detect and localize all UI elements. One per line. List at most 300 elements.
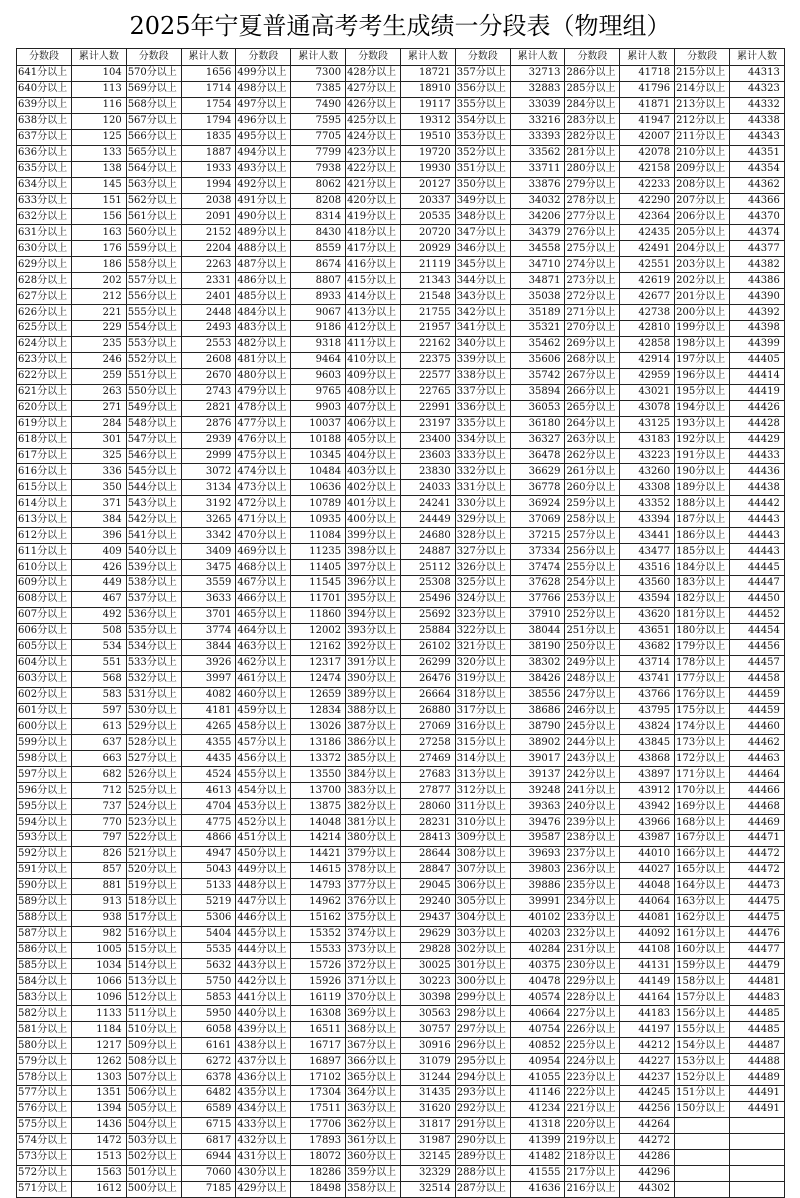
score-segment-cell: 612分以上 xyxy=(17,528,72,544)
cumulative-count-cell: 44386 xyxy=(730,273,785,289)
cumulative-count-cell: 1351 xyxy=(72,1086,127,1102)
cumulative-count-cell: 125 xyxy=(72,129,127,145)
column-header-score-segment: 分数段 xyxy=(565,49,620,66)
cumulative-count-cell: 10345 xyxy=(291,448,346,464)
score-segment-cell: 295分以上 xyxy=(455,1054,510,1070)
score-segment-cell: 505分以上 xyxy=(126,1101,181,1117)
cumulative-count-cell: 5750 xyxy=(181,974,236,990)
score-segment-cell: 237分以上 xyxy=(565,846,620,862)
score-segment-cell: 308分以上 xyxy=(455,846,510,862)
score-segment-cell: 406分以上 xyxy=(346,416,401,432)
cumulative-count-cell: 163 xyxy=(72,225,127,241)
table-row xyxy=(17,799,785,815)
table-row xyxy=(17,1054,785,1070)
score-segment-cell: 259分以上 xyxy=(565,496,620,512)
table-row xyxy=(17,655,785,671)
score-segment-cell: 546分以上 xyxy=(126,448,181,464)
table-row xyxy=(17,560,785,576)
cumulative-count-cell: 37334 xyxy=(510,544,565,560)
cumulative-count-cell: 44081 xyxy=(620,910,675,926)
cumulative-count-cell: 2401 xyxy=(181,289,236,305)
cumulative-count-cell: 23830 xyxy=(401,464,456,480)
score-segment-cell: 246分以上 xyxy=(565,703,620,719)
score-segment-cell: 511分以上 xyxy=(126,1006,181,1022)
score-segment-cell: 558分以上 xyxy=(126,257,181,273)
score-segment-cell: 634分以上 xyxy=(17,177,72,193)
score-segment-cell: 232分以上 xyxy=(565,926,620,942)
score-segment-cell: 443分以上 xyxy=(236,958,291,974)
score-segment-cell: 437分以上 xyxy=(236,1054,291,1070)
cumulative-count-cell: 1436 xyxy=(72,1117,127,1133)
cumulative-count-cell: 43868 xyxy=(620,751,675,767)
cumulative-count-cell: 42551 xyxy=(620,257,675,273)
cumulative-count-cell: 25112 xyxy=(401,560,456,576)
cumulative-count-cell: 1217 xyxy=(72,1038,127,1054)
score-segment-cell: 364分以上 xyxy=(346,1086,401,1102)
score-segment-cell: 594分以上 xyxy=(17,815,72,831)
score-segment-cell: 400分以上 xyxy=(346,512,401,528)
cumulative-count-cell: 44483 xyxy=(730,990,785,1006)
cumulative-count-cell: 7705 xyxy=(291,129,346,145)
cumulative-count-cell: 11860 xyxy=(291,607,346,623)
cumulative-count-cell: 25692 xyxy=(401,607,456,623)
score-segment-cell: 267分以上 xyxy=(565,368,620,384)
score-segment-cell: 398分以上 xyxy=(346,544,401,560)
score-segment-cell: 292分以上 xyxy=(455,1101,510,1117)
cumulative-count-cell: 9903 xyxy=(291,400,346,416)
cumulative-count-cell: 39991 xyxy=(510,894,565,910)
cumulative-count-cell: 613 xyxy=(72,719,127,735)
score-segment-cell: 522分以上 xyxy=(126,831,181,847)
score-segment-cell: 198分以上 xyxy=(675,336,730,352)
cumulative-count-cell: 4947 xyxy=(181,846,236,862)
cumulative-count-cell: 44472 xyxy=(730,862,785,878)
score-segment-cell: 461分以上 xyxy=(236,671,291,687)
score-segment-cell: 436分以上 xyxy=(236,1070,291,1086)
cumulative-count-cell: 43942 xyxy=(620,799,675,815)
score-segment-cell: 233分以上 xyxy=(565,910,620,926)
cumulative-count-cell: 41718 xyxy=(620,66,675,82)
cumulative-count-cell xyxy=(730,1165,785,1181)
cumulative-count-cell: 43845 xyxy=(620,735,675,751)
score-segment-cell: 160分以上 xyxy=(675,942,730,958)
cumulative-count-cell: 31817 xyxy=(401,1117,456,1133)
score-segment-cell: 589分以上 xyxy=(17,894,72,910)
column-header-cumulative-count: 累计人数 xyxy=(72,49,127,66)
score-segment-cell: 310分以上 xyxy=(455,815,510,831)
score-segment-cell: 404分以上 xyxy=(346,448,401,464)
cumulative-count-cell: 43441 xyxy=(620,528,675,544)
cumulative-count-cell: 23197 xyxy=(401,416,456,432)
table-row xyxy=(17,464,785,480)
cumulative-count-cell: 44149 xyxy=(620,974,675,990)
cumulative-count-cell: 284 xyxy=(72,416,127,432)
score-segment-cell: 547分以上 xyxy=(126,432,181,448)
cumulative-count-cell: 44459 xyxy=(730,703,785,719)
score-segment-cell: 192分以上 xyxy=(675,432,730,448)
cumulative-count-cell: 2876 xyxy=(181,416,236,432)
score-segment-cell: 551分以上 xyxy=(126,368,181,384)
score-segment-cell: 225分以上 xyxy=(565,1038,620,1054)
cumulative-count-cell: 35742 xyxy=(510,368,565,384)
table-row xyxy=(17,161,785,177)
score-segment-cell: 492分以上 xyxy=(236,177,291,193)
cumulative-count-cell: 37766 xyxy=(510,591,565,607)
cumulative-count-cell: 44443 xyxy=(730,512,785,528)
score-segment-cell: 241分以上 xyxy=(565,783,620,799)
score-segment-cell: 442分以上 xyxy=(236,974,291,990)
cumulative-count-cell: 336 xyxy=(72,464,127,480)
cumulative-count-cell: 44472 xyxy=(730,846,785,862)
score-segment-cell: 440分以上 xyxy=(236,1006,291,1022)
score-segment-cell: 516分以上 xyxy=(126,926,181,942)
score-segment-cell: 183分以上 xyxy=(675,576,730,592)
score-segment-cell: 622分以上 xyxy=(17,368,72,384)
score-segment-cell: 378分以上 xyxy=(346,862,401,878)
cumulative-count-cell: 1066 xyxy=(72,974,127,990)
cumulative-count-cell: 29045 xyxy=(401,878,456,894)
cumulative-count-cell: 534 xyxy=(72,639,127,655)
table-row xyxy=(17,576,785,592)
score-segment-cell: 239分以上 xyxy=(565,815,620,831)
cumulative-count-cell: 38686 xyxy=(510,703,565,719)
cumulative-count-cell: 982 xyxy=(72,926,127,942)
score-segment-cell: 204分以上 xyxy=(675,241,730,257)
cumulative-count-cell: 1794 xyxy=(181,113,236,129)
column-header-cumulative-count: 累计人数 xyxy=(181,49,236,66)
cumulative-count-cell: 44197 xyxy=(620,1022,675,1038)
cumulative-count-cell: 33562 xyxy=(510,145,565,161)
cumulative-count-cell: 44476 xyxy=(730,926,785,942)
score-segment-cell: 488分以上 xyxy=(236,241,291,257)
table-row xyxy=(17,257,785,273)
score-segment-cell: 625分以上 xyxy=(17,321,72,337)
score-segment-cell: 301分以上 xyxy=(455,958,510,974)
cumulative-count-cell: 2939 xyxy=(181,432,236,448)
cumulative-count-cell: 36327 xyxy=(510,432,565,448)
score-segment-cell: 423分以上 xyxy=(346,145,401,161)
cumulative-count-cell: 35189 xyxy=(510,305,565,321)
cumulative-count-cell: 43394 xyxy=(620,512,675,528)
cumulative-count-cell: 21548 xyxy=(401,289,456,305)
cumulative-count-cell: 11701 xyxy=(291,591,346,607)
cumulative-count-cell: 44468 xyxy=(730,799,785,815)
cumulative-count-cell: 10188 xyxy=(291,432,346,448)
cumulative-count-cell: 38556 xyxy=(510,687,565,703)
score-segment-cell xyxy=(675,1117,730,1133)
score-segment-cell: 639分以上 xyxy=(17,97,72,113)
score-segment-cell: 475分以上 xyxy=(236,448,291,464)
cumulative-count-cell: 5306 xyxy=(181,910,236,926)
score-segment-cell: 230分以上 xyxy=(565,958,620,974)
cumulative-count-cell: 38426 xyxy=(510,671,565,687)
score-segment-cell: 575分以上 xyxy=(17,1117,72,1133)
cumulative-count-cell: 10037 xyxy=(291,416,346,432)
score-segment-cell: 504分以上 xyxy=(126,1117,181,1133)
score-segment-cell: 507分以上 xyxy=(126,1070,181,1086)
score-segment-cell: 631分以上 xyxy=(17,225,72,241)
cumulative-count-cell: 24241 xyxy=(401,496,456,512)
cumulative-count-cell: 202 xyxy=(72,273,127,289)
column-header-score-segment: 分数段 xyxy=(126,49,181,66)
table-row xyxy=(17,1117,785,1133)
cumulative-count-cell: 663 xyxy=(72,751,127,767)
cumulative-count-cell: 39803 xyxy=(510,862,565,878)
score-segment-cell: 150分以上 xyxy=(675,1101,730,1117)
cumulative-count-cell: 7060 xyxy=(181,1165,236,1181)
table-row xyxy=(17,273,785,289)
table-row xyxy=(17,607,785,623)
cumulative-count-cell: 138 xyxy=(72,161,127,177)
score-segment-cell: 469分以上 xyxy=(236,544,291,560)
column-header-cumulative-count: 累计人数 xyxy=(510,49,565,66)
score-segment-cell: 476分以上 xyxy=(236,432,291,448)
table-row xyxy=(17,321,785,337)
cumulative-count-cell: 259 xyxy=(72,368,127,384)
table-row xyxy=(17,1101,785,1117)
score-segment-cell: 446分以上 xyxy=(236,910,291,926)
cumulative-count-cell: 44491 xyxy=(730,1086,785,1102)
score-segment-cell: 456分以上 xyxy=(236,751,291,767)
cumulative-count-cell: 3409 xyxy=(181,544,236,560)
score-segment-cell: 557分以上 xyxy=(126,273,181,289)
cumulative-count-cell: 797 xyxy=(72,831,127,847)
cumulative-count-cell: 37910 xyxy=(510,607,565,623)
cumulative-count-cell: 24887 xyxy=(401,544,456,560)
score-segment-cell: 405分以上 xyxy=(346,432,401,448)
score-segment-cell: 182分以上 xyxy=(675,591,730,607)
cumulative-count-cell: 44487 xyxy=(730,1038,785,1054)
cumulative-count-cell xyxy=(730,1133,785,1149)
cumulative-count-cell: 37069 xyxy=(510,512,565,528)
score-segment-cell: 422分以上 xyxy=(346,161,401,177)
cumulative-count-cell: 31079 xyxy=(401,1054,456,1070)
cumulative-count-cell: 44485 xyxy=(730,1006,785,1022)
score-segment-cell: 584分以上 xyxy=(17,974,72,990)
score-segment-cell: 481分以上 xyxy=(236,352,291,368)
cumulative-count-cell: 4355 xyxy=(181,735,236,751)
cumulative-count-cell: 44064 xyxy=(620,894,675,910)
table-row xyxy=(17,193,785,209)
cumulative-count-cell: 8062 xyxy=(291,177,346,193)
score-segment-cell: 312分以上 xyxy=(455,783,510,799)
score-segment-cell: 427分以上 xyxy=(346,81,401,97)
score-segment-cell: 283分以上 xyxy=(565,113,620,129)
table-row xyxy=(17,878,785,894)
table-row xyxy=(17,735,785,751)
score-segment-cell: 323分以上 xyxy=(455,607,510,623)
score-segment-cell: 327分以上 xyxy=(455,544,510,560)
column-header-score-segment: 分数段 xyxy=(236,49,291,66)
cumulative-count-cell: 29629 xyxy=(401,926,456,942)
score-segment-cell: 435分以上 xyxy=(236,1086,291,1102)
cumulative-count-cell: 43620 xyxy=(620,607,675,623)
score-segment-cell: 203分以上 xyxy=(675,257,730,273)
cumulative-count-cell: 43897 xyxy=(620,767,675,783)
score-segment-cell: 354分以上 xyxy=(455,113,510,129)
table-row xyxy=(17,528,785,544)
score-segment-cell: 550分以上 xyxy=(126,384,181,400)
score-segment-cell: 154分以上 xyxy=(675,1038,730,1054)
cumulative-count-cell: 44286 xyxy=(620,1149,675,1165)
score-segment-cell: 333分以上 xyxy=(455,448,510,464)
cumulative-count-cell: 176 xyxy=(72,241,127,257)
table-row xyxy=(17,368,785,384)
score-segment-cell: 569分以上 xyxy=(126,81,181,97)
cumulative-count-cell: 12834 xyxy=(291,703,346,719)
score-segment-cell: 280分以上 xyxy=(565,161,620,177)
score-segment-cell: 542分以上 xyxy=(126,512,181,528)
score-segment-cell: 403分以上 xyxy=(346,464,401,480)
cumulative-count-cell: 9464 xyxy=(291,352,346,368)
cumulative-count-cell: 449 xyxy=(72,576,127,592)
score-segment-cell: 445分以上 xyxy=(236,926,291,942)
score-segment-cell: 213分以上 xyxy=(675,97,730,113)
score-segment-cell: 376分以上 xyxy=(346,894,401,910)
score-segment-cell: 396分以上 xyxy=(346,576,401,592)
cumulative-count-cell: 4082 xyxy=(181,687,236,703)
score-segment-cell: 317分以上 xyxy=(455,703,510,719)
score-segment-cell: 270分以上 xyxy=(565,321,620,337)
cumulative-count-cell: 44351 xyxy=(730,145,785,161)
score-segment-cell: 549分以上 xyxy=(126,400,181,416)
cumulative-count-cell: 20720 xyxy=(401,225,456,241)
cumulative-count-cell: 44443 xyxy=(730,544,785,560)
score-segment-cell: 315分以上 xyxy=(455,735,510,751)
score-segment-cell: 556分以上 xyxy=(126,289,181,305)
cumulative-count-cell: 32514 xyxy=(401,1181,456,1197)
score-segment-cell: 184分以上 xyxy=(675,560,730,576)
table-row xyxy=(17,623,785,639)
score-segment-cell: 175分以上 xyxy=(675,703,730,719)
cumulative-count-cell: 44438 xyxy=(730,480,785,496)
cumulative-count-cell: 5535 xyxy=(181,942,236,958)
score-segment-cell: 559分以上 xyxy=(126,241,181,257)
cumulative-count-cell: 186 xyxy=(72,257,127,273)
score-segment-cell: 506分以上 xyxy=(126,1086,181,1102)
score-segment-cell: 619分以上 xyxy=(17,416,72,432)
cumulative-count-cell: 14048 xyxy=(291,815,346,831)
cumulative-count-cell: 16511 xyxy=(291,1022,346,1038)
cumulative-count-cell: 7300 xyxy=(291,66,346,82)
cumulative-count-cell: 17706 xyxy=(291,1117,346,1133)
cumulative-count-cell: 25496 xyxy=(401,591,456,607)
score-segment-cell: 372分以上 xyxy=(346,958,401,974)
cumulative-count-cell: 857 xyxy=(72,862,127,878)
cumulative-count-cell: 36629 xyxy=(510,464,565,480)
cumulative-count-cell: 42364 xyxy=(620,209,675,225)
score-segment-cell: 408分以上 xyxy=(346,384,401,400)
cumulative-count-cell: 1096 xyxy=(72,990,127,1006)
score-segment-cell: 444分以上 xyxy=(236,942,291,958)
cumulative-count-cell: 40852 xyxy=(510,1038,565,1054)
score-segment-cell: 421分以上 xyxy=(346,177,401,193)
cumulative-count-cell: 4265 xyxy=(181,719,236,735)
score-segment-cell: 380分以上 xyxy=(346,831,401,847)
cumulative-count-cell: 30223 xyxy=(401,974,456,990)
table-row xyxy=(17,942,785,958)
cumulative-count-cell: 44447 xyxy=(730,576,785,592)
cumulative-count-cell: 44475 xyxy=(730,894,785,910)
cumulative-count-cell: 19510 xyxy=(401,129,456,145)
cumulative-count-cell: 42491 xyxy=(620,241,675,257)
cumulative-count-cell: 2553 xyxy=(181,336,236,352)
cumulative-count-cell: 44237 xyxy=(620,1070,675,1086)
cumulative-count-cell: 44477 xyxy=(730,942,785,958)
cumulative-count-cell: 4435 xyxy=(181,751,236,767)
score-segment-cell: 291分以上 xyxy=(455,1117,510,1133)
score-segment-cell: 533分以上 xyxy=(126,655,181,671)
score-segment-cell: 581分以上 xyxy=(17,1022,72,1038)
cumulative-count-cell: 20337 xyxy=(401,193,456,209)
score-segment-cell: 482分以上 xyxy=(236,336,291,352)
cumulative-count-cell: 44426 xyxy=(730,400,785,416)
cumulative-count-cell: 7185 xyxy=(181,1181,236,1197)
score-segment-cell: 255分以上 xyxy=(565,560,620,576)
score-segment-cell: 447分以上 xyxy=(236,894,291,910)
score-segment-cell: 626分以上 xyxy=(17,305,72,321)
cumulative-count-cell: 8208 xyxy=(291,193,346,209)
score-segment-cell: 223分以上 xyxy=(565,1070,620,1086)
score-segment-cell: 205分以上 xyxy=(675,225,730,241)
score-segment-cell: 340分以上 xyxy=(455,336,510,352)
cumulative-count-cell: 6589 xyxy=(181,1101,236,1117)
score-segment-cell: 231分以上 xyxy=(565,942,620,958)
score-segment-cell: 627分以上 xyxy=(17,289,72,305)
score-segment-cell: 370分以上 xyxy=(346,990,401,1006)
cumulative-count-cell: 17893 xyxy=(291,1133,346,1149)
score-segment-cell: 637分以上 xyxy=(17,129,72,145)
cumulative-count-cell: 19720 xyxy=(401,145,456,161)
cumulative-count-cell: 30757 xyxy=(401,1022,456,1038)
cumulative-count-cell: 44092 xyxy=(620,926,675,942)
score-segment-cell: 289分以上 xyxy=(455,1149,510,1165)
table-row xyxy=(17,336,785,352)
score-segment-cell: 245分以上 xyxy=(565,719,620,735)
cumulative-count-cell: 7938 xyxy=(291,161,346,177)
cumulative-count-cell: 44296 xyxy=(620,1165,675,1181)
cumulative-count-cell: 17304 xyxy=(291,1086,346,1102)
score-segment-cell: 217分以上 xyxy=(565,1165,620,1181)
score-segment-cell: 552分以上 xyxy=(126,352,181,368)
cumulative-count-cell: 19930 xyxy=(401,161,456,177)
cumulative-count-cell xyxy=(730,1181,785,1197)
score-segment-cell: 324分以上 xyxy=(455,591,510,607)
score-segment-cell: 463分以上 xyxy=(236,639,291,655)
score-segment-cell: 457分以上 xyxy=(236,735,291,751)
score-segment-cell: 173分以上 xyxy=(675,735,730,751)
score-segment-cell: 590分以上 xyxy=(17,878,72,894)
score-segment-cell: 371分以上 xyxy=(346,974,401,990)
score-segment-cell: 518分以上 xyxy=(126,894,181,910)
cumulative-count-cell: 27469 xyxy=(401,751,456,767)
score-segment-cell: 165分以上 xyxy=(675,862,730,878)
cumulative-count-cell: 39587 xyxy=(510,831,565,847)
score-segment-cell: 206分以上 xyxy=(675,209,730,225)
cumulative-count-cell: 25308 xyxy=(401,576,456,592)
score-segment-cell: 579分以上 xyxy=(17,1054,72,1070)
score-segment-cell: 411分以上 xyxy=(346,336,401,352)
score-segment-cell: 288分以上 xyxy=(455,1165,510,1181)
cumulative-count-cell: 44382 xyxy=(730,257,785,273)
cumulative-count-cell: 40203 xyxy=(510,926,565,942)
cumulative-count-cell: 18498 xyxy=(291,1181,346,1197)
table-row xyxy=(17,815,785,831)
score-segment-cell: 258分以上 xyxy=(565,512,620,528)
cumulative-count-cell: 116 xyxy=(72,97,127,113)
table-row xyxy=(17,974,785,990)
cumulative-count-cell xyxy=(730,1149,785,1165)
